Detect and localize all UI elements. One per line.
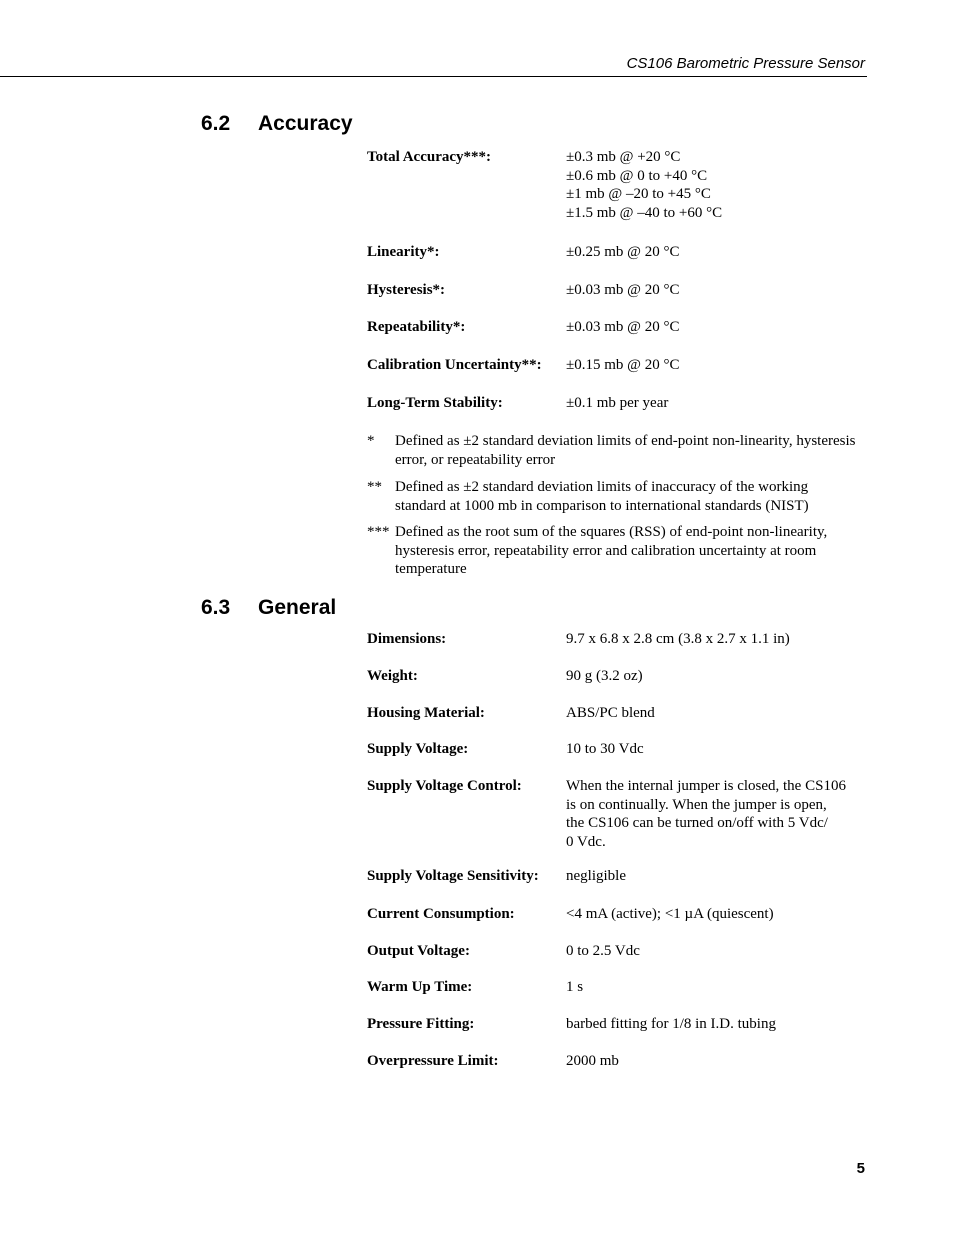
spec-label: Hysteresis*: xyxy=(367,282,446,298)
spec-value xyxy=(566,867,866,886)
footnote-marker: * xyxy=(367,433,375,449)
spec-label: Supply Voltage Control: xyxy=(367,778,522,794)
spec-value xyxy=(566,630,866,649)
spec-value xyxy=(566,942,866,961)
spec-value-line: <4 mA (active); <1 µA (quiescent) xyxy=(566,906,774,922)
spec-label: Repeatability*: xyxy=(367,319,466,335)
spec-value xyxy=(566,318,866,337)
spec-label: Pressure Fitting: xyxy=(367,1016,475,1032)
spec-value-line: ±0.25 mb @ 20 °C xyxy=(566,244,680,260)
spec-label: Housing Material: xyxy=(367,705,485,721)
spec-value xyxy=(566,243,866,262)
spec-value xyxy=(566,148,866,222)
spec-value-line: 90 g (3.2 oz) xyxy=(566,668,643,684)
spec-value-line: ±1 mb @ –20 to +45 °C xyxy=(566,186,711,202)
spec-label: Total Accuracy***: xyxy=(367,149,492,165)
spec-value-line: When the internal jumper is closed, the CS106 xyxy=(566,778,846,794)
spec-value xyxy=(566,1052,866,1071)
section-title: Accuracy xyxy=(258,112,353,135)
spec-label: Output Voltage: xyxy=(367,943,470,959)
footnote-text: Defined as the root sum of the squares (RSS) of end-point non-linearity, hysteresis error, repeatability error and calibration uncertainty at room temperature xyxy=(395,524,828,577)
spec-value-line: ±0.03 mb @ 20 °C xyxy=(566,282,680,298)
spec-value xyxy=(566,978,866,997)
spec-value xyxy=(566,704,866,723)
spec-value xyxy=(566,281,866,300)
spec-value-line: ±0.1 mb per year xyxy=(566,395,669,411)
spec-label: Calibration Uncertainty**: xyxy=(367,357,542,373)
spec-value-line: negligible xyxy=(566,868,626,884)
spec-label: Supply Voltage: xyxy=(367,741,469,757)
section-heading-general xyxy=(201,596,336,620)
spec-value-line: 2000 mb xyxy=(566,1053,619,1069)
spec-value-line: 9.7 x 6.8 x 2.8 cm (3.8 x 2.7 x 1.1 in) xyxy=(566,631,790,647)
header-divider xyxy=(0,76,867,77)
spec-value-line: ±0.3 mb @ +20 °C xyxy=(566,149,681,165)
section-heading-accuracy xyxy=(201,112,353,136)
spec-value-line: ±0.15 mb @ 20 °C xyxy=(566,357,680,373)
spec-value xyxy=(566,394,866,413)
spec-value-line: 10 to 30 Vdc xyxy=(566,741,644,757)
spec-value xyxy=(566,905,866,924)
spec-label: Linearity*: xyxy=(367,244,440,260)
section-number: 6.2 xyxy=(201,112,231,135)
footnote-marker: *** xyxy=(367,524,390,540)
section-title: General xyxy=(258,596,337,619)
spec-label: Supply Voltage Sensitivity: xyxy=(367,868,539,884)
footnote-text: Defined as ±2 standard deviation limits of end-point non-linearity, hysteresis error, or repeatability error xyxy=(395,433,856,468)
spec-value-line: ±1.5 mb @ –40 to +60 °C xyxy=(566,204,723,221)
spec-value xyxy=(566,777,866,851)
running-header-title: CS106 Barometric Pressure Sensor xyxy=(626,55,865,72)
spec-value-line: ±0.6 mb @ 0 to +40 °C xyxy=(566,167,708,184)
spec-value-line: ABS/PC blend xyxy=(566,705,655,721)
footnote-marker: ** xyxy=(367,479,382,495)
page-number: 5 xyxy=(856,1160,865,1177)
spec-label: Long-Term Stability: xyxy=(367,395,503,411)
spec-value xyxy=(566,356,866,375)
spec-value-line: 0 Vdc. xyxy=(566,833,606,850)
spec-label: Current Consumption: xyxy=(367,906,515,922)
spec-value xyxy=(566,1015,866,1034)
spec-value-line: ±0.03 mb @ 20 °C xyxy=(566,319,680,335)
spec-value-line: is on continually. When the jumper is open, xyxy=(566,796,827,813)
spec-value-line: 1 s xyxy=(566,979,584,995)
spec-value xyxy=(566,667,866,686)
spec-value-line: the CS106 can be turned on/off with 5 Vdc/ xyxy=(566,815,828,831)
footnote-text: Defined as ±2 standard deviation limits of inaccuracy of the working standard at 1000 mb in comparison to international standards (NIST) xyxy=(395,479,809,514)
spec-label: Overpressure Limit: xyxy=(367,1053,499,1069)
spec-label: Warm Up Time: xyxy=(367,979,473,995)
section-number: 6.3 xyxy=(201,596,231,619)
spec-label: Dimensions: xyxy=(367,631,447,647)
spec-label: Weight: xyxy=(367,668,418,684)
spec-value xyxy=(566,740,866,759)
spec-value-line: barbed fitting for 1/8 in I.D. tubing xyxy=(566,1016,776,1032)
spec-value-line: 0 to 2.5 Vdc xyxy=(566,943,640,959)
